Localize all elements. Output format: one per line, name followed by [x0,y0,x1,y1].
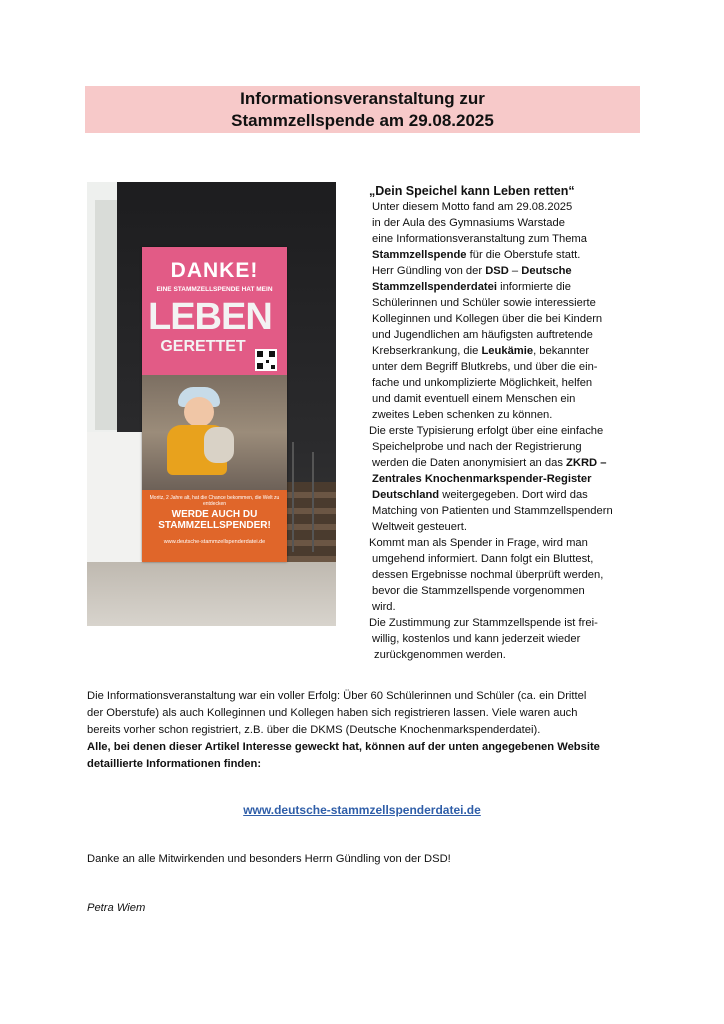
article-line: Speichelprobe und nach der Registrierung [372,441,582,453]
article-line: Matching von Patienten und Stammzellspendern [372,505,613,517]
article-line: Unter diesem Motto fand am 29.08.2025 [372,201,573,213]
banner-url: www.deutsche-stammzellspenderdatei.de [163,539,266,545]
article-line: Weltweit gesteuert. [372,521,467,533]
article-column [369,183,639,663]
page-title-line-1: Informationsveranstaltung zur [240,89,485,108]
teddy-bear [204,427,234,463]
title-band [85,86,640,133]
banner-small-caption: Moritz, 2 Jahre alt, hat die Chance bekommen, die Welt zu entdecken [149,495,280,507]
child-face [184,397,214,427]
summary-bold-line: Alle, bei denen dieser Artikel Interesse geweckt hat, können auf der unten angegebenen Website [87,741,600,753]
article-line: und Jugendlichen am häufigsten auftretende [372,329,593,341]
article-line: in der Aula des Gymnasiums Warstade [372,217,565,229]
banner-subline: EINE STAMMZELLSPENDE HAT MEIN [156,286,273,293]
rollup-banner [142,247,287,562]
article-line: Zentrales Knochenmarkspender-Register [372,473,592,485]
summary-bold-line: detaillierte Informationen finden: [87,758,262,770]
event-photo [87,182,336,626]
article-line: und damit eventuell einem Menschen ein [372,393,576,405]
summary-line: bereits vorher schon registriert, z.B. über die DKMS (Deutsche Knochenmarkspenderdatei). [87,724,541,736]
article-line: Die Zustimmung zur Stammzellspende ist frei- [369,617,598,629]
article-line: umgehend informiert. Dann folgt ein Bluttest, [372,553,594,565]
article-line: unter dem Begriff Blutkrebs, und über die ein- [372,361,598,373]
website-link[interactable]: www.deutsche-stammzellspenderdatei.de [243,803,481,817]
photo-railing [312,452,314,552]
banner-leben: LEBEN [148,296,272,338]
article-line: Schülerinnen und Schüler sowie interessierte [372,297,596,309]
photo-window-pane [95,200,117,430]
article-line: zurückgenommen werden. [374,649,506,661]
article-line: Krebserkrankung, die Leukämie, bekannter [372,345,590,357]
article-line: bevor die Stammzellspende vorgenommen [372,585,585,597]
article-line: Herr Gündling von der DSD – Deutsche [372,265,572,277]
article-line: zweites Leben schenken zu können. [372,409,553,421]
qr-code-icon [255,349,277,371]
summary-line: Die Informationsveranstaltung war ein voller Erfolg: Über 60 Schülerinnen und Schüler (ca. ein Drittel [87,690,587,702]
page-title-line-2: Stammzellspende am 29.08.2025 [231,111,494,130]
article-line: werden die Daten anonymisiert an das ZKRD – [372,457,607,469]
banner-danke: DANKE! [170,259,259,282]
thanks-text: Danke an alle Mitwirkenden und besonders Herrn Gündling von der DSD! [87,853,451,865]
article-line: fache und unkomplizierte Möglichkeit, helfen [372,377,593,389]
article-line: dessen Ergebnisse nochmal überprüft werden, [372,569,604,581]
summary-line: der Oberstufe) als auch Kolleginnen und Kollegen haben sich registrieren lassen. Viele waren auch [87,707,578,719]
article-line: Die erste Typisierung erfolgt über eine einfache [369,425,604,437]
banner-werde-text: WERDE AUCH DU STAMMZELLSPENDER! [158,509,271,531]
article-line: Stammzellspenderdatei informierte die [372,281,571,293]
article-line: Kolleginnen und Kollegen über die bei Kindern [372,313,603,325]
photo-floor [87,562,336,626]
summary-paragraph [87,688,639,773]
author-signature: Petra Wiem [87,902,146,914]
article-line: wird. [372,601,396,613]
article-motto: „Dein Speichel kann Leben retten“ [369,184,575,198]
photo-railing [292,442,294,552]
article-line: Stammzellspende für die Oberstufe statt. [372,249,581,261]
article-line: Kommt man als Spender in Frage, wird man [369,537,588,549]
banner-gerettet: GERETTET [160,338,246,355]
article-line: eine Informationsveranstaltung zum Thema [372,233,587,245]
article-line: Deutschland weitergegeben. Dort wird das [372,489,588,501]
article-line: willig, kostenlos und kann jederzeit wieder [372,633,581,645]
